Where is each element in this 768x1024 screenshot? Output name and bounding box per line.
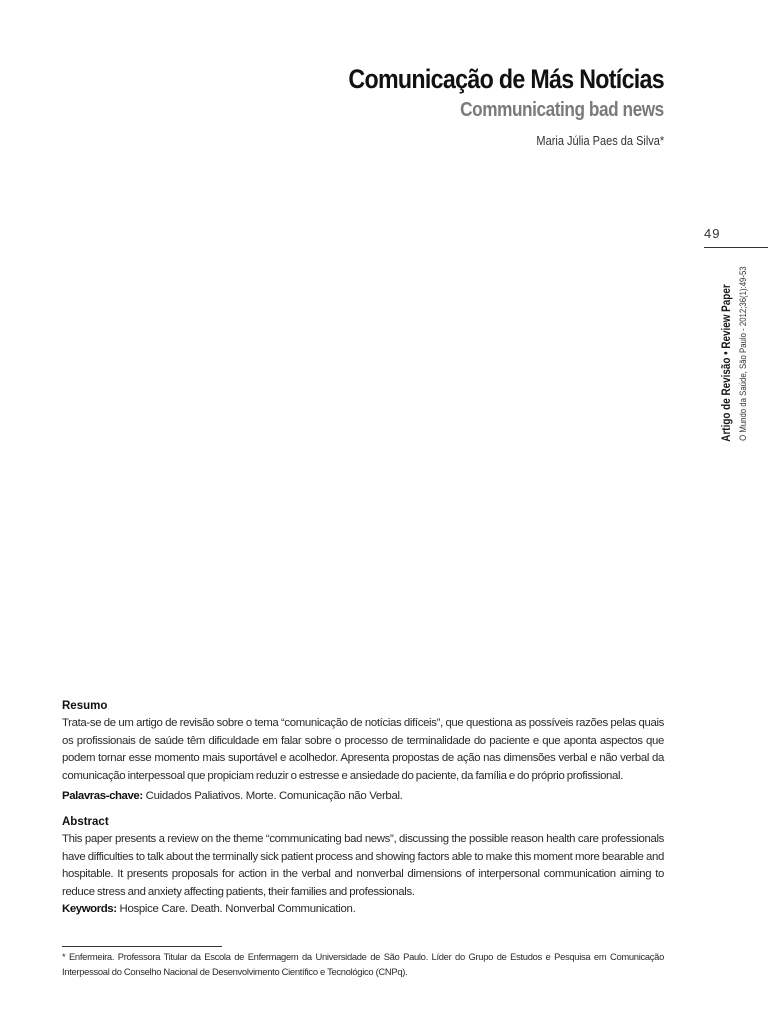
resumo-text: Trata-se de um artigo de revisão sobre o tema “comunicação de notícias difíceis”, que questiona as possíveis razões pelas quais os profissionais de saúde têm dificuldade em falar sobre o processo de terminalidade do paciente e que aponta aspectos que podem tornar esse momento mais suportável e acolhedor. Apresenta propostas de ação nas dimensões verbal e não verbal da comunicação interpessoal que propiciam reduzir o estresse e ansiedade do paciente, da família e do próprio profissional. xyxy=(62,717,664,782)
palavras-chave xyxy=(62,788,664,806)
abstract-block xyxy=(62,814,664,919)
abstract-heading: Abstract xyxy=(62,815,109,828)
keywords-values: Hospice Care. Death. Nonverbal Communication. xyxy=(119,903,356,916)
resumo-block xyxy=(62,698,664,806)
resumo-heading: Resumo xyxy=(62,700,108,712)
article-type: Artigo de Revisão • Review Paper xyxy=(721,284,733,442)
keywords-label: Keywords: xyxy=(62,903,117,916)
keywords xyxy=(62,901,664,919)
author-name: Maria Júlia Paes da Silva* xyxy=(536,134,664,148)
palavras-chave-values: Cuidados Paliativos. Morte. Comunicação não Verbal. xyxy=(145,790,403,803)
article-subtitle: Communicating bad news xyxy=(460,99,664,121)
author-footnote: * Enfermeira. Professora Titular da Escola de Enfermagem da Universidade de São Paulo. Líder do Grupo de Estudos e Pesquisa em Comunicação Interpessoal do Conselho Nacional de Desenvolvimento Científico e Tecnológico (CNPq). xyxy=(62,951,664,977)
palavras-chave-label: Palavras-chave: xyxy=(62,790,143,803)
page-number: 49 xyxy=(704,226,721,241)
article-title: Comunicação de Más Notícias xyxy=(348,64,664,94)
footnote-rule xyxy=(62,946,222,947)
abstract-section xyxy=(62,698,664,919)
abstract-text: This paper presents a review on the theme “communicating bad news”, discussing the possible reason health care professionals have difficulties to talk about the terminally sick patient process and showing factors able to make this moment more bearable and hospitable. It presents proposals for action in the verbal and nonverbal dimensions of interpersonal communication aiming to reduce stress and anxiety affecting patients, their families and professionals. xyxy=(62,832,664,898)
page-number-rule xyxy=(704,247,768,248)
journal-reference: O Mundo da Saúde, São Paulo - 2012;36(1):49-53 xyxy=(738,266,749,441)
sidebar-vertical-info xyxy=(719,268,755,458)
